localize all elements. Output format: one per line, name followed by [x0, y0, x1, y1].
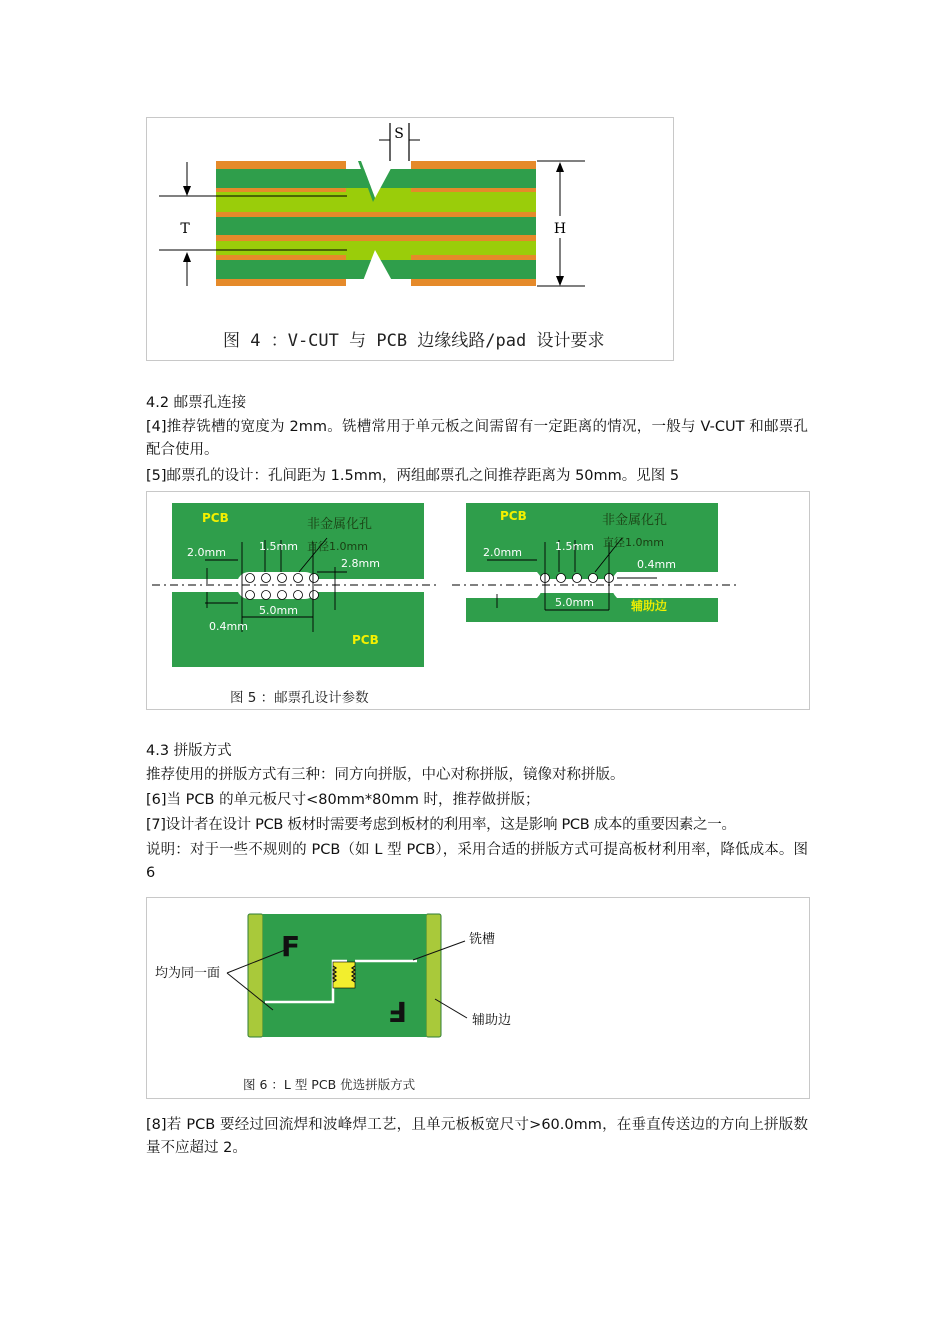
paragraph-4: [4]推荐铣槽的宽度为 2mm。铣槽常用于单元板之间需留有一定距离的情况，一般与 V-CUT 和邮票孔配合使用。	[146, 419, 808, 458]
aux-edge-left	[248, 914, 263, 1037]
same-side-label: 均为同一面	[155, 966, 221, 981]
pcb-label-bottom: PCB	[352, 633, 379, 647]
milling-slot-label: 铣槽	[469, 932, 496, 947]
pcb-label-top: PCB	[202, 511, 229, 525]
aux-edge-right	[426, 914, 441, 1037]
letter-f-upright: F	[281, 930, 301, 963]
paragraph-8: [8]若 PCB 要经过回流焊和波峰焊工艺，且单元板板宽尺寸>60.0mm，在垂直传送边的方向上拼版数量不应超过 2。	[146, 1117, 808, 1156]
paragraph-7: [7]设计者在设计 PCB 板材时需要考虑到板材的利用率，这是影响 PCB 成本的重要因素之一。	[146, 817, 736, 833]
stamp-hole-diagram	[147, 492, 811, 711]
dim-1-5-right: 1.5mm	[555, 540, 594, 553]
label-t: T	[180, 221, 190, 237]
label-s: S	[394, 126, 404, 142]
figure-5	[146, 491, 810, 710]
label-h: H	[553, 221, 567, 237]
l-pcb-panel-diagram	[147, 898, 811, 1100]
diameter-label-left: 直径1.0mm	[307, 540, 368, 553]
figure-4	[146, 117, 674, 361]
figure-4-caption: 图 4 ：V-CUT 与 PCB 边缘线路/pad 设计要求	[223, 331, 605, 351]
dim-2-0-left: 2.0mm	[187, 546, 226, 559]
dim-5-0-left: 5.0mm	[259, 604, 298, 617]
paragraph-6: [6]当 PCB 的单元板尺寸<80mm*80mm 时，推荐做拼版；	[146, 792, 540, 808]
nonmetal-hole-label: 非金属化孔	[307, 517, 373, 532]
figure-6-caption: 图 6 ：L 型 PCB 优选拼版方式	[243, 1077, 416, 1092]
dim-0-4-right: 0.4mm	[637, 558, 676, 571]
dim-5-0-right: 5.0mm	[555, 596, 594, 609]
dim-0-4-left: 0.4mm	[209, 620, 248, 633]
aux-edge-label-fig6: 辅助边	[472, 1013, 512, 1028]
section-4-2-heading: 4.2 邮票孔连接	[146, 395, 247, 411]
figure-6	[146, 897, 810, 1099]
aux-edge-label: 辅助边	[631, 599, 668, 613]
paragraph-5: [5]邮票孔的设计：孔间距为 1.5mm，两组邮票孔之间推荐距离为 50mm。见图 5	[146, 468, 680, 484]
dim-2-8: 2.8mm	[341, 557, 380, 570]
figure-5-caption: 图 5 ：邮票孔设计参数	[230, 690, 369, 706]
paragraph-note: 说明：对于一些不规则的 PCB（如 L 型 PCB），采用合适的拼版方式可提高板材利用率，降低成本。图 6	[146, 842, 808, 881]
pcb-label-right: PCB	[500, 509, 527, 523]
dim-2-0-right: 2.0mm	[483, 546, 522, 559]
paragraph-intro: 推荐使用的拼版方式有三种：同方向拼版，中心对称拼版，镜像对称拼版。	[146, 767, 625, 783]
dim-1-5-left: 1.5mm	[259, 540, 298, 553]
diameter-label-right: 直径1.0mm	[603, 536, 664, 549]
nonmetal-hole-label-right: 非金属化孔	[602, 513, 668, 528]
letter-f-rotated: F	[387, 995, 407, 1028]
section-4-3-heading: 4.3 拼版方式	[146, 743, 232, 759]
